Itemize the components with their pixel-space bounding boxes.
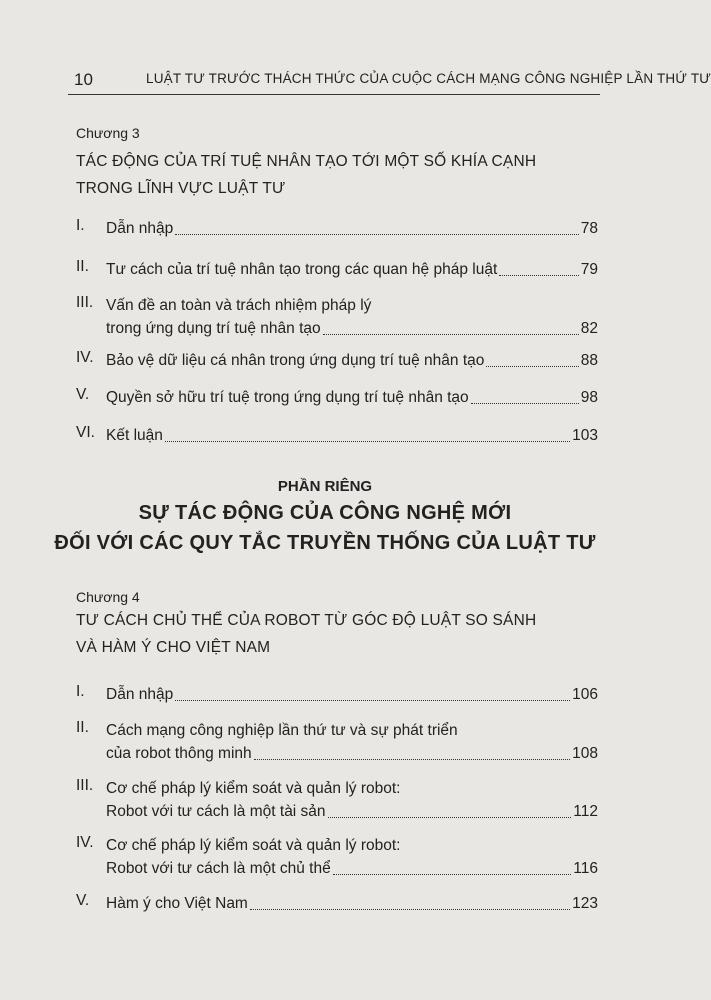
chapter-3-label: Chương 3	[76, 125, 140, 141]
dot-leader	[333, 874, 572, 875]
entry-numeral: III.	[76, 777, 94, 794]
chapter-4-title-line-2: VÀ HÀM Ý CHO VIỆT NAM	[76, 639, 271, 656]
entry-numeral: V.	[76, 892, 90, 909]
entry-numeral: V.	[76, 386, 90, 403]
entry-title: Kết luận	[106, 427, 163, 444]
page-number: 10	[74, 70, 93, 89]
entry-title: Cơ chế pháp lý kiểm soát và quản lý robot:	[106, 780, 401, 797]
entry-page-number: 123	[572, 895, 598, 912]
chapter-3-title-line-2: TRONG LĨNH VỰC LUẬT TƯ	[76, 180, 286, 197]
entry-title: Bảo vệ dữ liệu cá nhân trong ứng dụng trí tuệ nhân tạo	[106, 352, 485, 369]
entry-page-number: 79	[580, 261, 598, 278]
part-title-line-2: ĐỐI VỚI CÁC QUY TẮC TRUYỀN THỐNG CỦA LUẬT TƯ	[54, 532, 596, 554]
entry-numeral: I.	[76, 217, 85, 234]
dot-leader	[471, 403, 579, 404]
dot-leader	[250, 909, 570, 910]
entry-title: Dẫn nhập	[106, 220, 174, 237]
entry-title: Tư cách của trí tuệ nhân tạo trong các quan hệ pháp luật	[106, 261, 498, 278]
chapter-3-title	[76, 148, 596, 202]
entry-title: Dẫn nhập	[106, 686, 174, 703]
entry-title: Quyền sở hữu trí tuệ trong ứng dụng trí tuệ nhân tạo	[106, 389, 469, 406]
dot-leader	[328, 817, 572, 818]
entry-page-number: 108	[572, 745, 598, 762]
entry-page-number: 82	[580, 320, 598, 337]
entry-page-number: 112	[573, 803, 598, 820]
chapter-4-title-line-1: TƯ CÁCH CHỦ THỂ CỦA ROBOT TỪ GÓC ĐỘ LUẬT SO SÁNH	[76, 612, 537, 629]
dot-leader	[165, 441, 570, 442]
entry-page-number: 106	[572, 686, 598, 703]
entry-title: Vấn đề an toàn và trách nhiệm pháp lý	[106, 297, 372, 314]
dot-leader	[254, 759, 571, 760]
entry-title: Robot với tư cách là một tài sản	[106, 803, 326, 820]
entry-numeral: III.	[76, 294, 94, 311]
entry-title: của robot thông minh	[106, 745, 252, 762]
dot-leader	[175, 234, 579, 235]
entry-page-number: 103	[572, 427, 598, 444]
entry-numeral: IV.	[76, 349, 94, 366]
part-title-line-1: SỰ TÁC ĐỘNG CỦA CÔNG NGHỆ MỚI	[138, 502, 512, 524]
entry-page-number: 116	[573, 860, 598, 877]
entry-numeral: I.	[76, 683, 85, 700]
dot-leader	[486, 366, 578, 367]
header-rule	[68, 94, 600, 95]
running-title: LUẬT TƯ TRƯỚC THÁCH THỨC CỦA CUỘC CÁCH MẠNG CÔNG NGHIỆP LẦN THỨ TƯ	[146, 71, 711, 86]
part-label: PHẦN RIÊNG	[277, 478, 373, 495]
entry-page-number: 98	[580, 389, 598, 406]
chapter-4-label: Chương 4	[76, 589, 140, 605]
entry-page-number: 78	[580, 220, 598, 237]
entry-title: trong ứng dụng trí tuệ nhân tạo	[106, 320, 321, 337]
entry-numeral: II.	[76, 258, 89, 275]
entry-numeral: II.	[76, 719, 89, 736]
dot-leader	[323, 334, 579, 335]
page-header	[68, 70, 711, 96]
chapter-4-title	[76, 607, 596, 661]
entry-title: Hàm ý cho Việt Nam	[106, 895, 248, 912]
dot-leader	[499, 275, 579, 276]
entry-numeral: VI.	[76, 424, 95, 441]
entry-title: Robot với tư cách là một chủ thể	[106, 860, 331, 877]
entry-page-number: 88	[580, 352, 598, 369]
entry-title: Cách mạng công nghiệp lần thứ tư và sự phát triển	[106, 722, 458, 739]
chapter-3-title-line-1: TÁC ĐỘNG CỦA TRÍ TUỆ NHÂN TẠO TỚI MỘT SỐ KHÍA CẠNH	[76, 153, 537, 170]
entry-numeral: IV.	[76, 834, 94, 851]
entry-title: Cơ chế pháp lý kiểm soát và quản lý robot:	[106, 837, 401, 854]
dot-leader	[175, 700, 570, 701]
